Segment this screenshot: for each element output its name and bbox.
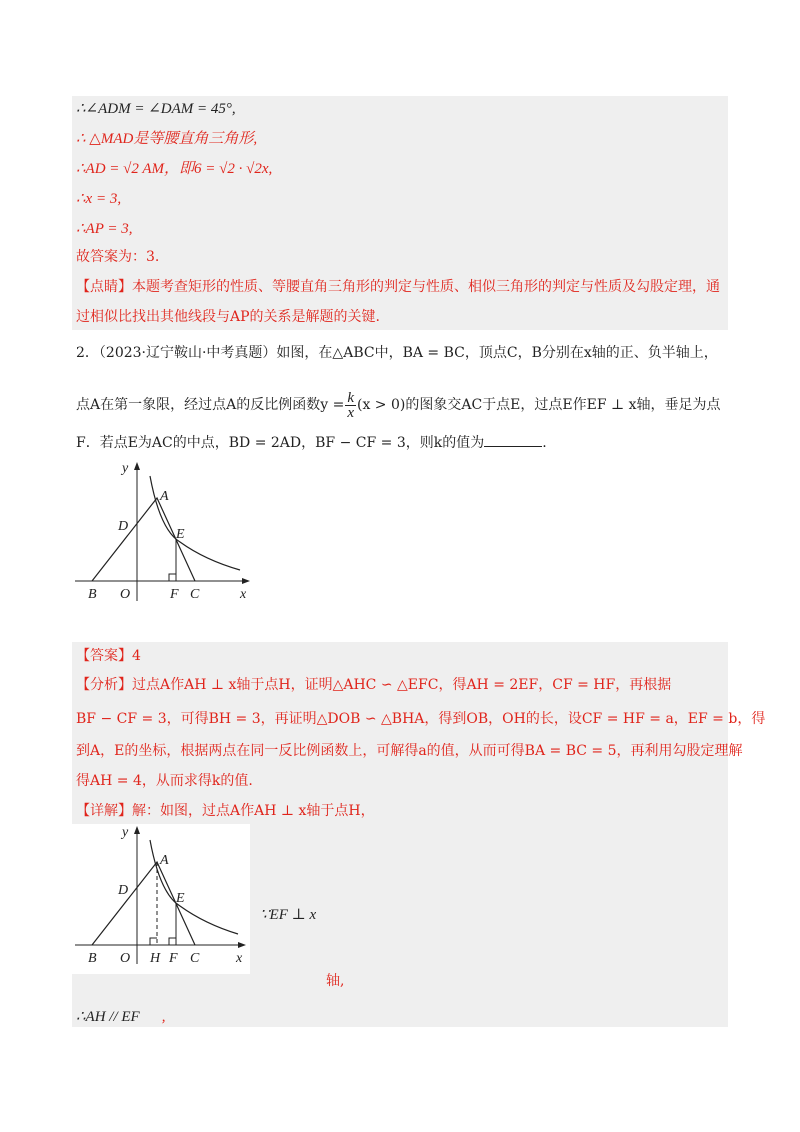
therefore-comma: ,: [161, 1009, 166, 1025]
label-f: F: [169, 951, 178, 966]
x-axis-arrow: [238, 942, 246, 948]
solution-line-4: [76, 188, 121, 210]
therefore-line: [76, 1006, 165, 1028]
label-c: C: [190, 951, 200, 966]
comment-line-a: 【点睛】本题考查矩形的性质、等腰直角三角形的判定与性质、相似三角形的判定与性质及勾股定理，通: [76, 279, 720, 295]
y-axis-arrow: [134, 462, 140, 470]
right-angle-mark-f: [169, 938, 176, 945]
analysis-line-2: BF − CF = 3，可得BH = 3，再证明△DOB ∽ △BHA，得到OB，OH的长，设CF = HF = a，EF = b，得: [76, 711, 766, 727]
label-b: B: [88, 951, 97, 966]
since-line: ∵EF ⊥ x: [260, 907, 317, 923]
answer-line: 【答案】4: [76, 648, 141, 664]
problem-line-3-a: F．若点E为AC的中点，BD = 2AD，BF − CF = 3，则k的值为: [76, 435, 485, 451]
solution-line-1: ∴∠ADM = ∠DAM = 45°,: [76, 101, 236, 117]
answer-blank: [484, 432, 542, 447]
label-f: F: [170, 587, 179, 602]
x-axis-arrow: [242, 578, 250, 584]
label-x: x: [236, 951, 243, 966]
analysis-line-1: 【分析】过点A作AH ⊥ x轴于点H，证明△AHC ∽ △EFC，得AH = 2EF，CF = HF，再根据: [76, 677, 672, 693]
label-x: x: [240, 587, 247, 602]
label-y: y: [122, 461, 129, 476]
solution-line-2-text: ∴ △MAD是等腰直角三角形,: [76, 131, 258, 147]
label-d: D: [118, 519, 129, 534]
therefore-text: ∴AH // EF: [76, 1009, 140, 1025]
label-b: B: [88, 587, 97, 602]
label-d: D: [118, 883, 129, 898]
label-a: A: [160, 853, 169, 868]
fraction-denominator: x: [347, 404, 354, 421]
analysis-line-3: 到A，E的坐标，根据两点在同一反比例函数上，可解得a的值，从而可得BA = BC = 5，再利用勾股定理解: [76, 743, 743, 759]
comment-line-b: 过相似比找出其他线段与AP的关系是解题的关键.: [76, 309, 380, 325]
problem-line-3-b: .: [542, 435, 547, 451]
right-angle-mark: [169, 574, 176, 581]
label-c: C: [190, 587, 200, 602]
problem-line-2-a: 点A在第一象限，经过点A的反比例函数y =: [76, 397, 345, 413]
label-o: O: [120, 587, 131, 602]
figure-1: [70, 458, 260, 608]
label-o: O: [120, 951, 131, 966]
y-axis-arrow: [134, 826, 140, 834]
right-angle-mark-h: [150, 938, 157, 945]
figure-2: [70, 824, 250, 974]
label-y: y: [122, 825, 129, 840]
problem-line-3: [76, 432, 547, 454]
solution-line-3: [76, 158, 272, 180]
axis-continuation: 轴,: [326, 973, 345, 989]
solution-line-3-text: ∴AD = √2 AM，即6 = √2 · √2x,: [76, 161, 273, 177]
detail-line-1: 【详解】解：如图，过点A作AH ⊥ x轴于点H，: [76, 803, 375, 819]
solution-line-5-text: ∴AP = 3,: [76, 221, 133, 237]
solution-line-4-text: ∴x = 3,: [76, 191, 122, 207]
label-a: A: [160, 489, 169, 504]
problem-line-1: 2．（2023·辽宁鞍山·中考真题）如图，在△ABC中，BA = BC，顶点C，B分别在x轴的正、负半轴上，: [76, 345, 718, 361]
fraction-k-over-x: [345, 391, 356, 420]
label-e: E: [176, 891, 185, 906]
fraction-numerator: k: [347, 389, 354, 406]
label-e: E: [176, 527, 185, 542]
problem-line-2: [76, 390, 721, 420]
solution-line-2: [76, 128, 257, 150]
solution-line-5: [76, 218, 132, 240]
problem-line-2-b: (x > 0)的图象交AC于点E，过点E作EF ⊥ x轴，垂足为点: [356, 397, 721, 413]
analysis-line-4: 得AH = 4，从而求得k的值.: [76, 773, 253, 789]
solution-line-6: 故答案为：3.: [76, 249, 160, 265]
label-h: H: [150, 951, 161, 966]
